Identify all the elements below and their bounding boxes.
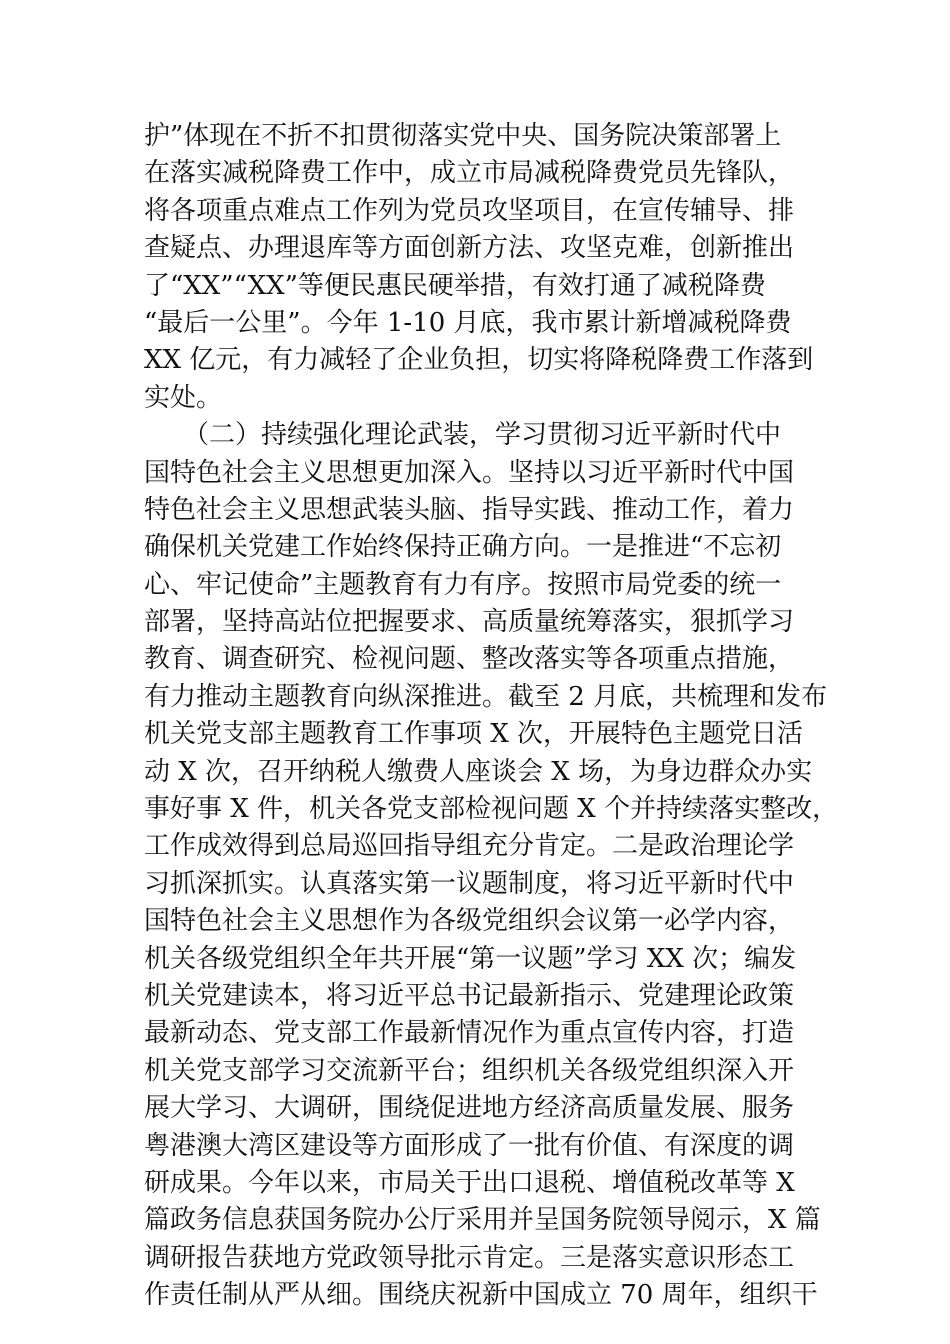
text-line: 实处。 [144, 382, 223, 413]
text-line: 护”体现在不折不扣贯彻落实党中央、国务院决策部署上 [144, 121, 782, 151]
text-line: 展大学习、大调研，围绕促进地方经济高质量发展、服务 [144, 1093, 795, 1124]
text-line: 在落实减税降费工作中，成立市局减税降费党员先锋队， [144, 158, 795, 189]
text-line: 习抓深抓实。认真落实第一议题制度，将习近平新时代中 [144, 868, 795, 899]
text-line: 调研报告获地方党政领导批示肯定。三是落实意识形态工 [144, 1242, 795, 1273]
body-text [144, 118, 844, 1315]
text-line: 国特色社会主义思想作为各级党组织会议第一必学内容， [144, 906, 795, 937]
text-line: XX 亿元，有力减轻了企业负担，切实将降税降费工作落到 [144, 345, 814, 376]
text-line: 了“XX”“XX”等便民惠民硬举措，有效打通了减税降费 [144, 270, 766, 301]
text-line: 工作成效得到总局巡回指导组充分肯定。二是政治理论学 [144, 831, 795, 862]
text-line: 机关党支部主题教育工作事项 X 次，开展特色主题党日活 [144, 719, 804, 750]
text-line: 机关党支部学习交流新平台；组织机关各级党组织深入开 [144, 1055, 795, 1086]
text-line: 最新动态、党支部工作最新情况作为重点宣传内容，打造 [144, 1018, 795, 1049]
text-line: 特色社会主义思想武装头脑、指导实践、推动工作，着力 [144, 494, 795, 525]
text-line: 篇政务信息获国务院办公厅采用并呈国务院领导阅示，X 篇 [144, 1205, 821, 1236]
text-line: 事好事 X 件，机关各党支部检视问题 X 个并持续落实整改， [144, 794, 839, 825]
section-heading-line: （二）持续强化理论武装，学习贯彻习近平新时代中 [144, 420, 782, 451]
text-line: 查疑点、办理退库等方面创新方法、攻坚克难，创新推出 [144, 233, 795, 264]
text-line: 教育、调查研究、检视问题、整改落实等各项重点措施， [144, 644, 795, 675]
text-line: 作责任制从严从细。围绕庆祝新中国成立 70 周年，组织干 [144, 1280, 818, 1311]
text-line: 将各项重点难点工作列为党员攻坚项目，在宣传辅导、排 [144, 195, 795, 226]
text-line: 机关各级党组织全年共开展“第一议题”学习 XX 次；编发 [144, 943, 797, 974]
text-line: 机关党建读本，将习近平总书记最新指示、党建理论政策 [144, 980, 795, 1011]
text-line: “最后一公里”。今年 1-10 月底，我市累计新增减税降费 [144, 307, 792, 338]
text-line: 研成果。今年以来，市局关于出口退税、增值税改革等 X [144, 1167, 795, 1198]
text-line: 粤港澳大湾区建设等方面形成了一批有价值、有深度的调 [144, 1130, 795, 1161]
text-line: 有力推动主题教育向纵深推进。截至 2 月底，共梳理和发布 [144, 681, 828, 712]
text-line: 部署，坚持高站位把握要求、高质量统筹落实，狠抓学习 [144, 607, 795, 638]
text-line: 确保机关党建工作始终保持正确方向。一是推进“不忘初 [144, 532, 782, 563]
text-line: 动 X 次，召开纳税人缴费人座谈会 X 场，为身边群众办实 [144, 756, 813, 787]
text-line: 国特色社会主义思想更加深入。坚持以习近平新时代中国 [144, 457, 795, 488]
text-line: 心、牢记使命”主题教育有力有序。按照市局党委的统一 [144, 569, 782, 600]
